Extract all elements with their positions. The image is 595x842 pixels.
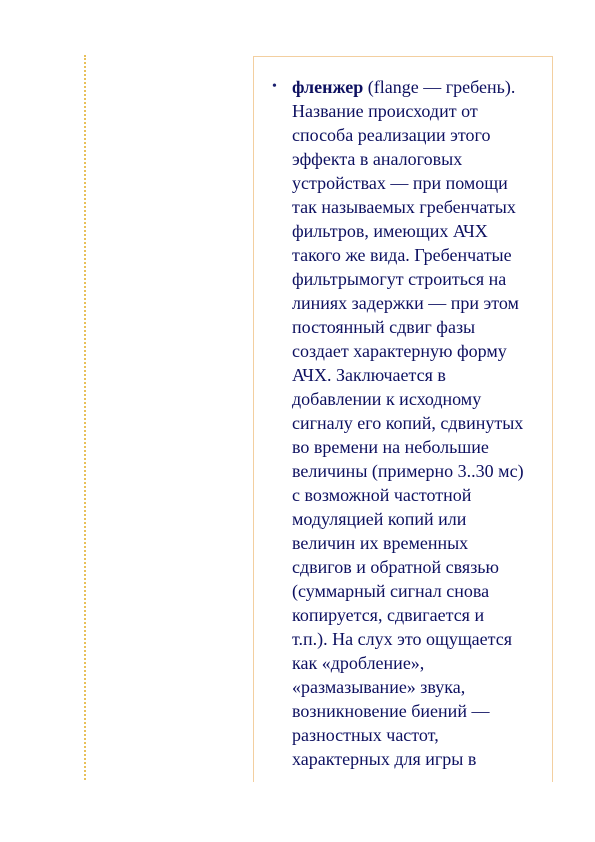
bullet-body-text: (flange — гребень). Название происходит от способа реализации этого эффекта в аналоговых устройствах — при помощи так называемых гребенчатых фильтров, имеющих АЧХ такого же вида. Гребенчатые фильтрымогут строиться на линиях задержки — при этом постоянный сдвиг фазы создает характерную форму АЧХ. Заключается в добавлении к исходному сигналу его копий, сдвинутых во времени на небольшие величины (примерно 3..30 мс) с возможной частотной модуляцией копий или величин их временных сдвигов и обратной связью (суммарный сигнал снова копируется, сдвигается и т.п.). На слух это ощущается как «дробление», «размазывание» звука, возникновение биений — разностных частот, характерных для игры в	[292, 77, 524, 769]
bullet-icon: •	[272, 79, 277, 94]
bullet-paragraph	[292, 75, 524, 771]
left-dotted-rule	[84, 55, 86, 780]
term-flanger: фленжер	[292, 77, 364, 97]
text-box	[253, 56, 553, 782]
